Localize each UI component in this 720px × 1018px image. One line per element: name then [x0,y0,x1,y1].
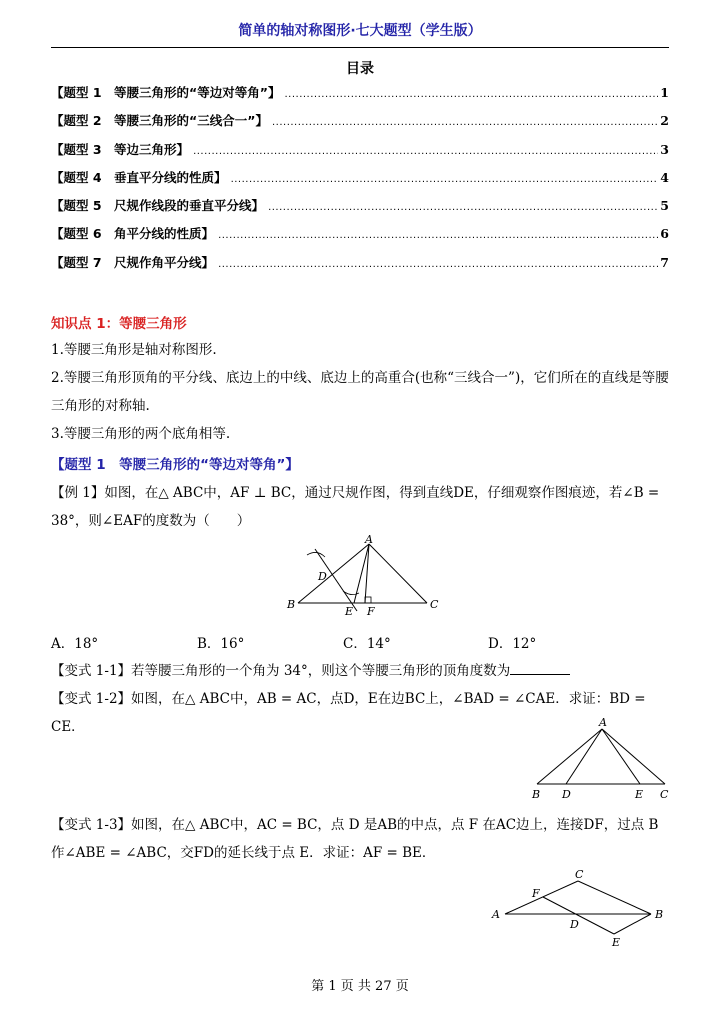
point-label-f: F [532,887,540,900]
variant-1-3-text: 【变式 1-3】如图，在△ ABC中，AC = BC，点 D 是AB的中点，点 F 在AC边上，连接DF，过点 B 作∠ABE = ∠ABC，交FD的延长线于点 E．求证：AF = BE． [51,817,659,861]
toc-item[interactable] [51,196,669,224]
toc-leader-dots [231,174,659,185]
right-angle-mark [365,597,371,603]
side-ac [602,729,665,784]
side-ac [369,544,427,603]
point-label-a: A [365,535,373,546]
table-of-contents [51,83,669,281]
toc-item[interactable] [51,83,669,111]
variant-1-2-figure [528,713,678,803]
variant-1-2-text: 【变式 1-2】如图，在△ ABC中，AB = AC，点D，E在边BC上，∠BAD = ∠CAE．求证：BD = CE． [51,691,646,735]
toc-leader-dots [268,202,658,213]
point-label-c: C [660,788,669,801]
point-label-b: B [655,908,664,921]
segment-ad [566,729,602,784]
choice-b[interactable]: B．16° [197,636,245,652]
toc-item-page: 5 [660,198,669,214]
knowledge-point-title: 知识点 1：等腰三角形 [51,316,187,332]
point-label-e: E [345,605,354,617]
toc-item-label: 【题型 4 垂直平分线的性质】 [51,169,227,185]
page-header-title: 简单的轴对称图形·七大题型（学生版） [238,23,482,39]
toc-leader-dots [193,146,658,157]
topic-heading: 【题型 1 等腰三角形的“等边对等角”】 [51,457,299,473]
toc-item-label: 【题型 2 等腰三角形的“三线合一”】 [51,113,268,129]
choice-c[interactable]: C．14° [343,636,391,652]
toc-leader-dots [284,89,658,100]
point-label-d: D [318,570,327,583]
point-label-e: E [612,936,621,949]
header-divider [51,47,669,48]
point-label-c: C [575,868,584,881]
arc-mark [307,552,325,557]
variant-1-1-text: 【变式 1-1】若等腰三角形的一个角为 34°，则这个等腰三角形的顶角度数为 [51,663,511,679]
toc-item-page: 3 [660,141,669,157]
toc-item-page: 4 [660,169,669,185]
toc-item[interactable] [51,140,669,168]
variant-1-1 [51,657,671,685]
toc-item-label: 【题型 7 尺规作角平分线】 [51,254,215,270]
point-label-d: D [570,918,579,931]
page-footer: 第 1 页 共 27 页 [311,979,409,994]
toc-item-page: 2 [660,113,669,129]
variant-1-3-figure [488,866,673,952]
toc-item-page: 1 [660,85,669,100]
point-label-b: B [287,598,296,611]
point-label-c: C [430,598,439,611]
choice-a[interactable]: A．18° [51,636,99,652]
toc-item-label: 【题型 6 角平分线的性质】 [51,226,215,242]
toc-item-page: 7 [660,254,669,270]
point-label-d: D [562,788,571,801]
toc-leader-dots [272,117,658,128]
toc-item[interactable] [51,168,669,196]
choice-d[interactable]: D．12° [488,636,537,652]
toc-item[interactable] [51,111,669,139]
toc-item-page: 6 [660,226,669,242]
side-ab [537,729,602,784]
point-label-a: A [492,908,500,921]
toc-item-label: 【题型 5 尺规作线段的垂直平分线】 [51,198,265,214]
toc-title: 目录 [346,61,374,77]
knowledge-paragraph: 1.等腰三角形是轴对称图形. [51,342,217,358]
point-label-b: B [532,788,541,801]
toc-item[interactable] [51,253,669,281]
toc-leader-dots [218,259,658,270]
segment-be [614,914,651,934]
segment-ae [602,729,640,784]
side-ab [298,544,369,603]
example-1-figure [285,535,445,617]
toc-leader-dots [218,230,658,241]
knowledge-paragraph: 3.等腰三角形的两个底角相等. [51,426,231,442]
toc-item[interactable] [51,224,669,252]
point-label-f: F [367,605,375,617]
toc-item-label: 【题型 1 等腰三角形的“等边对等角”】 [51,85,281,100]
knowledge-paragraph: 2.等腰三角形顶角的平分线、底边上的中线、底边上的高重合(也称“三线合一”)，它们所在的直线是等腰三角形的对称轴. [51,370,669,414]
point-label-e: E [635,788,644,801]
point-label-a: A [599,716,607,729]
answer-blank[interactable] [510,662,570,675]
toc-item-label: 【题型 3 等边三角形】 [51,141,190,157]
example-1-question: 【例 1】如图，在△ ABC中，AF ⊥ BC，通过尺规作图，得到直线DE，仔细观察作图痕迹，若∠B = 38°，则∠EAF的度数为（ ） [51,485,660,529]
segment-cb [578,881,651,914]
